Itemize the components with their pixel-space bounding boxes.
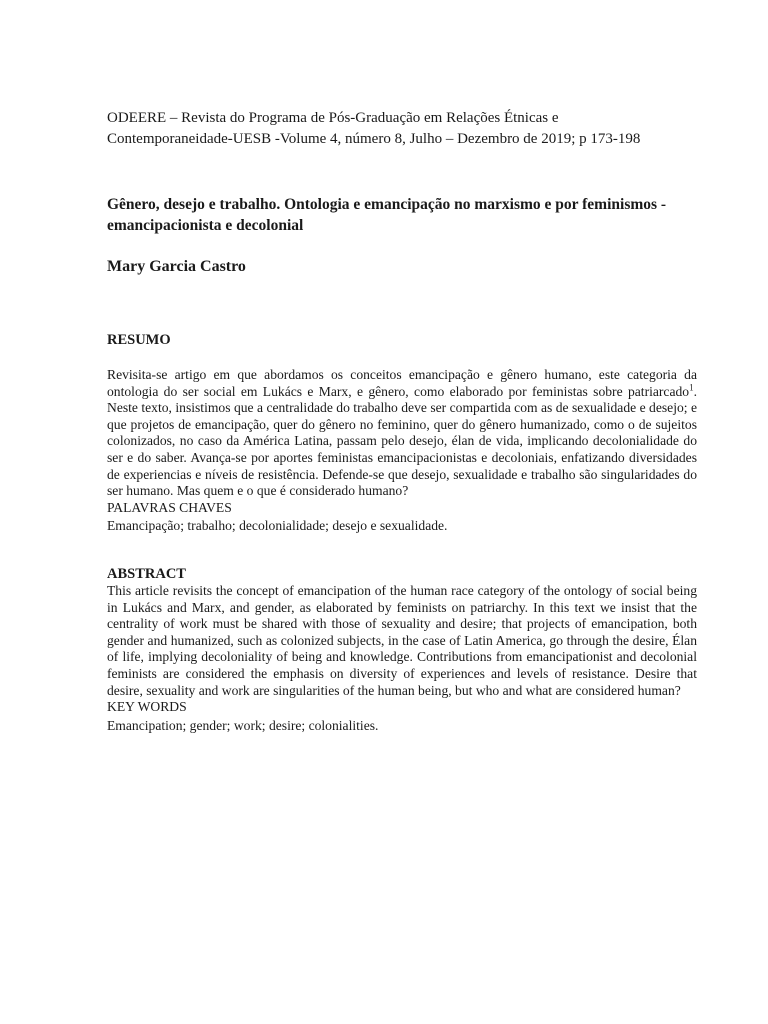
resumo-text-part-1: Revisita-se artigo em que abordamos os conceitos emancipação e gênero humano, este categoria da ontologia do ser social em Lukács e Marx, e gênero, como elaborado por feministas sobre patriarcado [107, 367, 697, 399]
resumo-keywords: Emancipação; trabalho; decolonialidade; desejo e sexualidade. [107, 518, 448, 534]
document-page [107, 108, 697, 734]
abstract-text: This article revisits the concept of emancipation of the human race category of the ontology of social being in Lukács and Marx, and gender, as elaborated by feminists on patriarchy. In this text we insist that the centrality of work must be shared with those of sexuality and desire; that projects of emancipation, both gender and humanized, such as colonized subjects, in the case of Latin America, go through the desire, Élan of life, implying decoloniality of being and knowledge. Contributions from emancipationist and decolonial feminists are considered the emphasis on diversity of experiences and levels of resistance. Desire that desire, sexuality and work are singularities of the human being, but who and what are considered human? [107, 582, 697, 698]
resumo-text [107, 367, 697, 500]
resumo-keywords-label: PALAVRAS CHAVES [107, 499, 232, 515]
abstract-heading: ABSTRACT [107, 565, 186, 582]
resumo-text-part-2: . Neste texto, insistimos que a centralidade do trabalho deve ser compartida com as de sexualidade e desejo; e que projetos de emancipação, quer do gênero no feminino, quer do gênero humanizado, como o de sujeitos colonizados, no caso da América Latina, passam pelo desejo, élan de vida, implicando decolonialidade do ser e do saber. Avança-se por aportes feministas emancipacionistas e decoloniais, enfatizando diversidades de experiencias e níveis de resistência. Defende-se que desejo, sexualidade e trabalho são singularidades do ser humano. Mas quem e o que é considerado humano? [107, 383, 697, 499]
journal-line-1: ODEERE – Revista do Programa de Pós-Graduação em Relações Étnicas e [107, 110, 559, 126]
journal-header [107, 108, 697, 150]
journal-line-2: Contemporaneidade-UESB -Volume 4, número 8, Julho – Dezembro de 2019; p 173-198 [107, 131, 641, 147]
abstract-keywords-label: KEY WORDS [107, 699, 187, 715]
footnote-mark[interactable]: 1 [689, 382, 694, 393]
article-author: Mary Garcia Castro [107, 258, 246, 275]
resumo-heading: RESUMO [107, 332, 171, 348]
abstract-keywords: Emancipation; gender; work; desire; colonialities. [107, 717, 379, 733]
article-title: Gênero, desejo e trabalho. Ontologia e emancipação no marxismo e por feminismos - emancipacionista e decolonial [107, 196, 667, 234]
